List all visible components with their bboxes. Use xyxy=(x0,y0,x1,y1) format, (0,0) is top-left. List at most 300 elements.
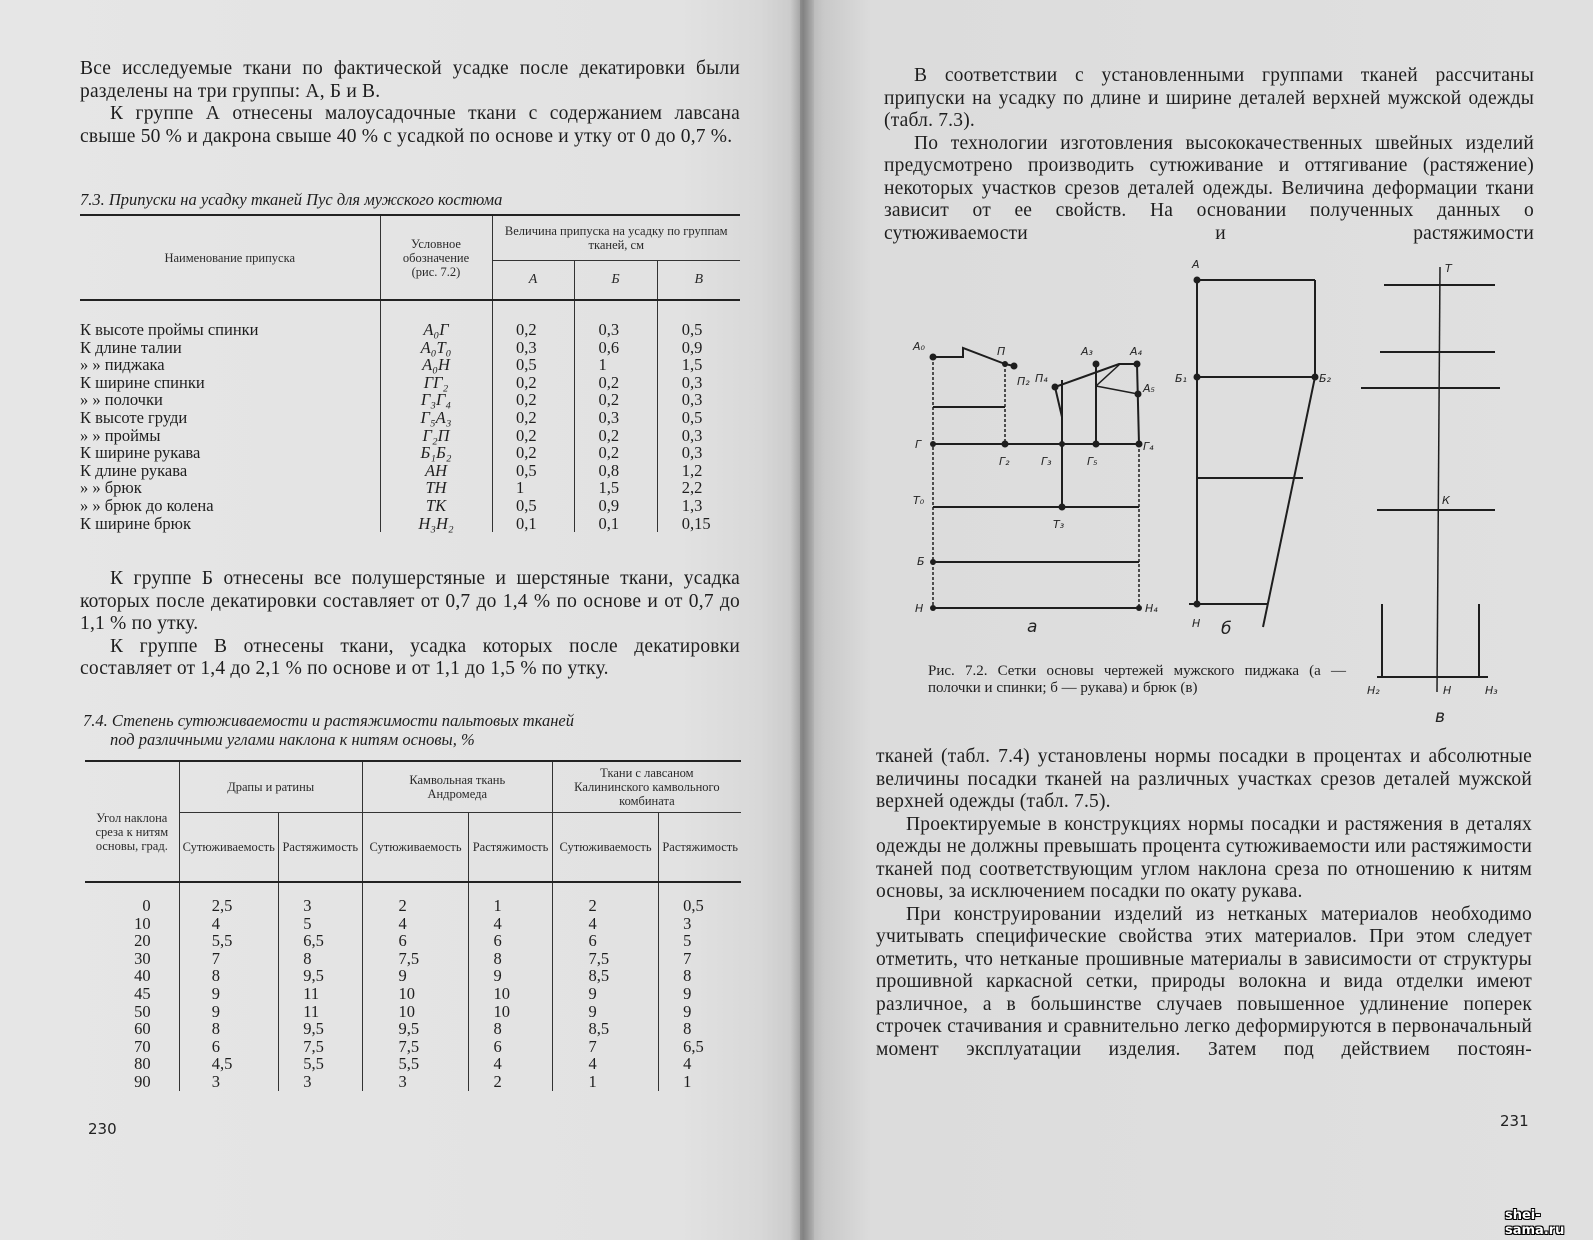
point-a-label: Г₄ xyxy=(1143,440,1154,453)
row-value xyxy=(278,1020,362,1038)
cell-value: 7,5 xyxy=(398,1036,420,1056)
cell-value: 3 xyxy=(398,1071,407,1091)
col-header-rast-2: Растяжимость xyxy=(469,813,552,883)
right-top-text xyxy=(884,65,1534,245)
table-7-4-caption-line2: под различными углами наклона к нитям основы, % xyxy=(110,730,475,749)
row-value xyxy=(179,915,278,933)
table-row xyxy=(80,300,740,339)
paragraph: При конструировании изделий из нетканых материалов необходимо учитывать специфические свойства этих материалов. При этом следует отметить, что нетканые прошивные материалы в зависимости от структуры прошивной каркасной сетки, природы волокна и вида отделки имеют различное, а в большинстве случаев повышенное удлинение поперек строчек стачивания и сравнительно легко деформируются в первоначальный момент эксплуатации изделия. Затем под действием постоян- xyxy=(876,903,1532,1060)
row-value-a xyxy=(492,374,574,392)
table-row xyxy=(85,1073,741,1091)
table-row xyxy=(85,932,741,950)
cell-value: 0,2 xyxy=(516,320,537,339)
row-angle: 20 xyxy=(85,932,179,950)
table-row xyxy=(85,967,741,985)
figure-caption: Рис. 7.2. Сетки основы чертежей мужского пиджака (а — полочки и спинки; б — рукава) и брюк (в) xyxy=(928,663,1346,696)
cell-value: 7,5 xyxy=(588,948,610,968)
table-row xyxy=(80,356,740,374)
point-v-label: Н₃ xyxy=(1485,684,1498,697)
cell-value: 4 xyxy=(493,913,502,933)
row-value xyxy=(362,1003,469,1021)
cell-value: 4,5 xyxy=(211,1054,233,1074)
point-a-label: Б xyxy=(917,555,925,568)
cell-value: 3 xyxy=(303,896,312,915)
row-value xyxy=(552,1003,659,1021)
row-value xyxy=(659,950,741,968)
row-value xyxy=(659,1073,741,1091)
cell-value: 0,8 xyxy=(598,460,620,480)
row-angle: 10 xyxy=(85,915,179,933)
row-value xyxy=(179,1038,278,1056)
row-name: » » полочки xyxy=(80,391,380,409)
col-header-sut-3: Сутюживаемость xyxy=(552,813,659,883)
row-symbol: Н₃Н₂ xyxy=(380,515,492,533)
watermark: shei-sama.ru xyxy=(1505,1208,1565,1238)
row-value-b xyxy=(574,427,657,445)
paragraph: К группе В отнесены ткани, усадка которых после декатировки составляет от 1,4 до 2,1 % по основе и от 1,1 до 1,5 % по утку. xyxy=(80,635,740,679)
row-value xyxy=(469,985,552,1003)
row-value xyxy=(552,1055,659,1073)
row-name: » » брюк до колена xyxy=(80,497,380,515)
row-value xyxy=(362,882,469,915)
cell-value: 1 xyxy=(598,355,607,375)
row-value xyxy=(469,1073,552,1091)
cell-value: 2,5 xyxy=(211,896,233,915)
table-row xyxy=(80,462,740,480)
row-value xyxy=(362,985,469,1003)
col-header-symbol: Условное обозначение (рис. 7.2) xyxy=(380,215,492,300)
cell-value: 0,2 xyxy=(598,425,620,445)
point-a-label: П₄ xyxy=(1035,372,1048,385)
cell-value: 6 xyxy=(398,931,407,951)
row-value xyxy=(278,1038,362,1056)
paragraph: В соответствии с установленными группами тканей рассчитаны припуски на усадку по длине и ширине деталей верхней мужской одежды (табл. 7.3). xyxy=(884,65,1534,131)
row-angle: 90 xyxy=(85,1073,179,1091)
row-value-v xyxy=(657,356,740,374)
point-v-label: К xyxy=(1442,494,1450,507)
table-row xyxy=(85,985,741,1003)
cell-value: 8 xyxy=(493,1019,502,1039)
cell-value: 10 xyxy=(398,1001,416,1021)
row-value-b xyxy=(574,497,657,515)
row-value-v xyxy=(657,497,740,515)
row-value xyxy=(659,985,741,1003)
row-value xyxy=(469,1003,552,1021)
line-v-center xyxy=(1437,267,1440,692)
col-header-value-group: Величина припуска на усадку по группам тканей, см xyxy=(492,215,740,261)
row-symbol: Г₂П xyxy=(380,427,492,445)
cell-value: 9 xyxy=(211,983,220,1003)
cell-value: 4 xyxy=(588,1054,597,1074)
row-value-a xyxy=(492,462,574,480)
table-row xyxy=(80,339,740,357)
row-value xyxy=(362,1038,469,1056)
cell-value: 8 xyxy=(211,1019,220,1039)
line-a-a5 xyxy=(1096,386,1138,394)
row-value-b xyxy=(574,339,657,357)
cell-value: 0,5 xyxy=(516,355,537,375)
cell-value: 3 xyxy=(683,913,692,933)
row-value-a xyxy=(492,300,574,339)
cell-value: 1,5 xyxy=(681,355,703,375)
row-angle: 50 xyxy=(85,1003,179,1021)
row-value-b xyxy=(574,374,657,392)
row-value-v xyxy=(657,427,740,445)
table-7-3 xyxy=(80,214,740,532)
paragraph: К группе А отнесены малоусадочные ткани с содержанием лавсана свыше 50 % и дакрона свыше 40 % с усадкой по основе и утку от 0 до 0,7 %. xyxy=(80,103,740,147)
point-a-label: Г₃ xyxy=(1041,455,1052,468)
row-value xyxy=(552,915,659,933)
row-value xyxy=(469,882,552,915)
table-7-4 xyxy=(85,760,741,1091)
row-value-a xyxy=(492,427,574,445)
row-value xyxy=(179,950,278,968)
row-value-a xyxy=(492,497,574,515)
point-b-label: А xyxy=(1192,258,1200,271)
col-header-angle: Угол наклона среза к нитям основы, град. xyxy=(85,761,179,882)
book-gutter xyxy=(790,0,814,1240)
row-name: К ширине спинки xyxy=(80,374,380,392)
cell-value: 6,5 xyxy=(303,931,324,951)
cell-value: 0,3 xyxy=(681,425,703,445)
right-bottom-text xyxy=(876,746,1532,1061)
cell-value: 9 xyxy=(211,1001,220,1021)
cell-value: 10 xyxy=(398,983,416,1003)
cell-value: 0,2 xyxy=(598,372,620,392)
cell-value: 0,3 xyxy=(516,337,537,357)
table-row xyxy=(85,882,741,915)
point-a-label: А₄ xyxy=(1130,345,1142,358)
table-7-4-caption-line1: 7.4. Степень сутюживаемости и растяжимости пальтовых тканей xyxy=(83,711,574,730)
paragraph: По технологии изготовления высококачественных швейных изделий предусмотрено производить сутюживание и оттягивание (растяжение) некоторых участков срезов деталей одежды. Величина деформации ткани зависит от ее свойств. На основании полученных данных о сутюживаемости и растяжимости xyxy=(884,132,1534,244)
cell-value: 9,5 xyxy=(303,966,324,986)
row-value xyxy=(659,1020,741,1038)
cell-value: 0,9 xyxy=(681,337,703,357)
cell-value: 0,5 xyxy=(681,320,703,339)
row-value xyxy=(552,1020,659,1038)
row-value xyxy=(362,915,469,933)
row-value xyxy=(469,967,552,985)
cell-value: 3 xyxy=(211,1071,220,1091)
table-row xyxy=(80,374,740,392)
row-value-v xyxy=(657,300,740,339)
row-angle: 0 xyxy=(85,882,179,915)
point-a-label: А₅ xyxy=(1143,382,1155,395)
row-value xyxy=(552,882,659,915)
cell-value: 8 xyxy=(683,966,692,986)
row-value xyxy=(469,915,552,933)
row-value xyxy=(362,1020,469,1038)
row-value xyxy=(179,1020,278,1038)
row-value-a xyxy=(492,391,574,409)
row-value xyxy=(362,932,469,950)
row-value xyxy=(362,950,469,968)
row-symbol: А₀Н xyxy=(380,356,492,374)
paragraph: Проектируемые в конструкциях нормы посадки и растяжения в деталях одежды не должны превышать процента сутюживаемости или растяжимости тканей под соответствующим углом наклона среза по отношению к нитям основы, за исключением посадки по окату рукава. xyxy=(876,813,1532,902)
cell-value: 1 xyxy=(516,478,525,498)
cell-value: 1 xyxy=(493,896,502,915)
cell-value: 4 xyxy=(588,913,597,933)
cell-value: 9 xyxy=(588,983,597,1003)
row-name: К высоте проймы спинки xyxy=(80,300,380,339)
row-value xyxy=(552,1038,659,1056)
row-value xyxy=(278,932,362,950)
cell-value: 4 xyxy=(683,1054,692,1074)
cell-value: 6,5 xyxy=(683,1036,704,1056)
row-name: » » проймы xyxy=(80,427,380,445)
row-value xyxy=(659,882,741,915)
row-value xyxy=(179,1003,278,1021)
table-row xyxy=(85,1020,741,1038)
page-number-right: 231 xyxy=(1500,1112,1529,1130)
row-name: К высоте груди xyxy=(80,409,380,427)
cell-value: 4 xyxy=(211,913,220,933)
paragraph: Все исследуемые ткани по фактической усадке после декатировки были разделены на три группы: А, Б и В. xyxy=(80,58,740,102)
cell-value: 1 xyxy=(588,1071,597,1091)
table-row xyxy=(80,497,740,515)
row-value-v xyxy=(657,444,740,462)
cell-value: 0,2 xyxy=(516,425,537,445)
row-value-b xyxy=(574,391,657,409)
row-value xyxy=(552,985,659,1003)
row-value xyxy=(278,1003,362,1021)
point-a-label: Т₃ xyxy=(1053,518,1065,531)
row-value xyxy=(179,882,278,915)
cell-value: 9,5 xyxy=(398,1019,420,1039)
part-label: б xyxy=(1221,619,1232,639)
row-value-v xyxy=(657,479,740,497)
point-b-label: Б₁ xyxy=(1175,372,1187,385)
cell-value: 11 xyxy=(303,1001,320,1021)
point-b-label: Н xyxy=(1192,617,1201,630)
col-header-drapes: Драпы и ратины xyxy=(179,761,362,813)
row-value xyxy=(659,1038,741,1056)
paragraph: тканей (табл. 7.4) установлены нормы посадки в процентах и абсолютные величины посадки тканей на различных участках срезов деталей мужской верхней одежды (табл. 7.5). xyxy=(876,746,1532,812)
cell-value: 7 xyxy=(211,948,220,968)
cell-value: 0,3 xyxy=(681,390,703,410)
point-a-label: Н xyxy=(915,602,924,615)
row-value-a xyxy=(492,339,574,357)
row-name: » » пиджака xyxy=(80,356,380,374)
cell-value: 8 xyxy=(303,948,312,968)
cell-value: 0,3 xyxy=(681,372,703,392)
table-row xyxy=(80,427,740,445)
row-value xyxy=(278,1073,362,1091)
point-a-label: А₀ xyxy=(913,340,925,353)
row-value-b xyxy=(574,409,657,427)
row-angle: 30 xyxy=(85,950,179,968)
cell-value: 10 xyxy=(493,983,511,1003)
row-symbol: ГГ₂ xyxy=(380,374,492,392)
row-angle: 80 xyxy=(85,1055,179,1073)
row-angle: 70 xyxy=(85,1038,179,1056)
intro-text xyxy=(80,58,740,148)
row-value xyxy=(179,1055,278,1073)
col-header-name: Наименование припуска xyxy=(80,215,380,300)
row-value-a xyxy=(492,356,574,374)
cell-value: 8 xyxy=(493,948,502,968)
cell-value: 9 xyxy=(588,1001,597,1021)
row-value xyxy=(278,1055,362,1073)
cell-value: 9 xyxy=(398,966,407,986)
cell-value: 3 xyxy=(303,1071,312,1091)
cell-value: 6 xyxy=(588,931,597,951)
row-value xyxy=(469,1055,552,1073)
col-header-lavsan: Ткани с лавсаном Калининского камвольного комбината xyxy=(552,761,741,813)
point-a-label: П₂ xyxy=(1017,375,1030,388)
col-header-andromeda: Камвольная ткань Андромеда xyxy=(362,761,552,813)
point-v-label: Т xyxy=(1445,262,1452,275)
table-row xyxy=(85,950,741,968)
cell-value: 8 xyxy=(683,1019,692,1039)
cell-value: 5,5 xyxy=(211,931,233,951)
row-value-b xyxy=(574,300,657,339)
cell-value: 2 xyxy=(588,896,597,915)
row-value-b xyxy=(574,479,657,497)
table-row xyxy=(80,409,740,427)
line-a-dart xyxy=(1055,387,1062,417)
row-value-a xyxy=(492,444,574,462)
cell-value: 0,3 xyxy=(681,443,703,463)
row-value xyxy=(278,882,362,915)
row-value xyxy=(179,1073,278,1091)
line-a-right-top xyxy=(1137,364,1139,444)
row-value xyxy=(552,967,659,985)
row-value xyxy=(362,967,469,985)
cell-value: 0,2 xyxy=(516,372,537,392)
point-b-label: Б₂ xyxy=(1319,372,1331,385)
cell-value: 1,5 xyxy=(598,478,620,498)
row-value xyxy=(278,967,362,985)
row-value-v xyxy=(657,391,740,409)
page-number-left: 230 xyxy=(88,1120,117,1138)
row-value xyxy=(278,985,362,1003)
point-a-label: Т₀ xyxy=(913,494,925,507)
row-value-a xyxy=(492,515,574,533)
row-value-v xyxy=(657,374,740,392)
cell-value: 0,5 xyxy=(516,495,537,515)
row-angle: 45 xyxy=(85,985,179,1003)
table-row xyxy=(85,1038,741,1056)
row-name: » » брюк xyxy=(80,479,380,497)
row-value-v xyxy=(657,515,740,533)
row-angle: 40 xyxy=(85,967,179,985)
row-value xyxy=(659,967,741,985)
table-row xyxy=(85,1003,741,1021)
cell-value: 0,2 xyxy=(516,443,537,463)
point-v-label: Н₂ xyxy=(1367,684,1380,697)
row-value xyxy=(659,1055,741,1073)
cell-value: 0,5 xyxy=(681,407,703,427)
row-value-v xyxy=(657,339,740,357)
row-value xyxy=(179,985,278,1003)
row-value xyxy=(659,932,741,950)
cell-value: 0,5 xyxy=(683,896,704,915)
cell-value: 7,5 xyxy=(303,1036,324,1056)
cell-value: 5,5 xyxy=(303,1054,324,1074)
cell-value: 5,5 xyxy=(398,1054,420,1074)
row-value xyxy=(659,915,741,933)
cell-value: 5 xyxy=(303,913,312,933)
row-value-v xyxy=(657,409,740,427)
row-value xyxy=(179,967,278,985)
cell-value: 9 xyxy=(683,983,692,1003)
row-symbol: АН xyxy=(380,462,492,480)
cell-value: 0,3 xyxy=(598,407,620,427)
row-value xyxy=(469,932,552,950)
cell-value: 2 xyxy=(493,1071,502,1091)
cell-value: 0,2 xyxy=(598,390,620,410)
row-value-b xyxy=(574,356,657,374)
cell-value: 0,5 xyxy=(516,460,537,480)
cell-value: 6 xyxy=(493,931,502,951)
cell-value: 1,2 xyxy=(681,460,703,480)
point-a-label: Г xyxy=(915,438,922,451)
cell-value: 9,5 xyxy=(303,1019,324,1039)
cell-value: 0,9 xyxy=(598,495,620,515)
cell-value: 5 xyxy=(683,931,692,951)
table-row xyxy=(80,515,740,533)
table-row xyxy=(80,391,740,409)
cell-value: 8,5 xyxy=(588,966,610,986)
row-value-a xyxy=(492,479,574,497)
row-value xyxy=(278,950,362,968)
row-angle: 60 xyxy=(85,1020,179,1038)
cell-value: 1,3 xyxy=(681,495,703,515)
cell-value: 4 xyxy=(493,1054,502,1074)
row-value xyxy=(179,932,278,950)
cell-value: 8 xyxy=(211,966,220,986)
point-a-label: Н₄ xyxy=(1145,602,1158,615)
point-a-label: Г₂ xyxy=(999,455,1010,468)
cell-value: 1 xyxy=(683,1071,692,1091)
cell-value: 7,5 xyxy=(398,948,420,968)
cell-value: 2,2 xyxy=(681,478,703,498)
part-label: а xyxy=(1027,617,1038,637)
cell-value: 10 xyxy=(493,1001,511,1021)
point-a-label: П xyxy=(997,345,1006,358)
row-name: К ширине рукава xyxy=(80,444,380,462)
table-row xyxy=(80,444,740,462)
col-header-group-v: В xyxy=(657,261,740,301)
groups-text xyxy=(80,568,740,681)
part-label: в xyxy=(1435,707,1446,727)
row-symbol: А₀Г xyxy=(380,300,492,339)
row-value-b xyxy=(574,462,657,480)
row-value xyxy=(552,1073,659,1091)
cell-value: 0,15 xyxy=(681,513,711,533)
row-value xyxy=(362,1055,469,1073)
row-symbol: А₀Т₀ xyxy=(380,339,492,357)
cell-value: 6 xyxy=(211,1036,220,1056)
paragraph: К группе Б отнесены все полушерстяные и шерстяные ткани, усадка которых после декатировки составляет от 0,7 до 1,4 % по основе и от 0,7 до 1,1 % по утку. xyxy=(80,568,740,634)
col-header-group-b: Б xyxy=(574,261,657,301)
figure-7-2 xyxy=(905,252,1515,732)
col-header-sut-2: Сутюживаемость xyxy=(362,813,469,883)
row-value-v xyxy=(657,462,740,480)
cell-value: 0,2 xyxy=(516,407,537,427)
cell-value: 9 xyxy=(493,966,502,986)
cell-value: 9 xyxy=(683,1001,692,1021)
point-v-label: Н xyxy=(1443,684,1452,697)
row-name: К длине рукава xyxy=(80,462,380,480)
row-value xyxy=(469,1038,552,1056)
row-value xyxy=(362,1073,469,1091)
row-value-a xyxy=(492,409,574,427)
row-symbol: Г₃Г₄ xyxy=(380,391,492,409)
col-header-rast-1: Растяжимость xyxy=(278,813,362,883)
cell-value: 0,1 xyxy=(598,513,620,533)
